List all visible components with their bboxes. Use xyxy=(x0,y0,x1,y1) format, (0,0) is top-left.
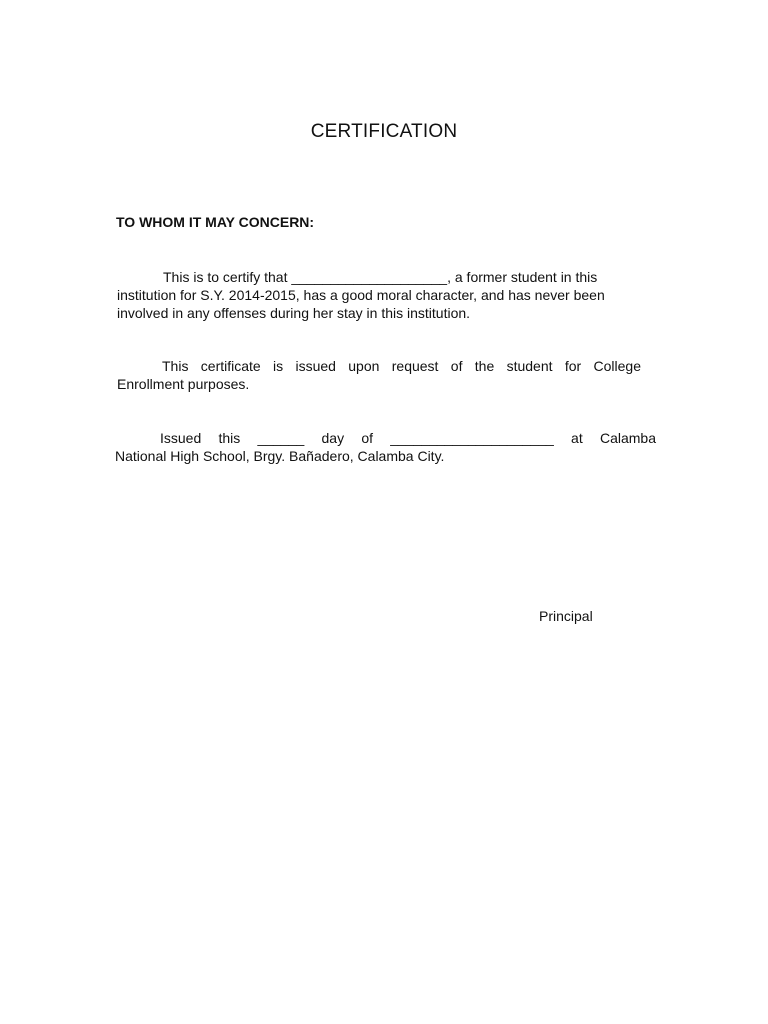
paragraph-issued-line-1: Issued this ______ day of _____________________ at Calamba xyxy=(160,430,656,446)
paragraph-certify-line-2: institution for S.Y. 2014-2015, has a good moral character, and has never been xyxy=(117,287,605,303)
salutation: TO WHOM IT MAY CONCERN: xyxy=(116,214,315,230)
paragraph-issued-line-2: National High School, Brgy. Bañadero, Calamba City. xyxy=(115,448,445,464)
paragraph-issued xyxy=(115,429,656,465)
paragraph-purpose-line-2: Enrollment purposes. xyxy=(117,376,250,392)
paragraph-certify xyxy=(117,268,647,322)
paragraph-certify-line-1: This is to certify that ____________________, a former student in this xyxy=(163,269,598,285)
paragraph-certify-line-3: involved in any offenses during her stay in this institution. xyxy=(117,305,471,321)
document-title: CERTIFICATION xyxy=(310,121,458,142)
signatory-principal: Principal xyxy=(539,608,593,624)
paragraph-purpose xyxy=(117,357,641,393)
paragraph-purpose-line-1: This certificate is issued upon request of the student for College xyxy=(162,358,641,374)
